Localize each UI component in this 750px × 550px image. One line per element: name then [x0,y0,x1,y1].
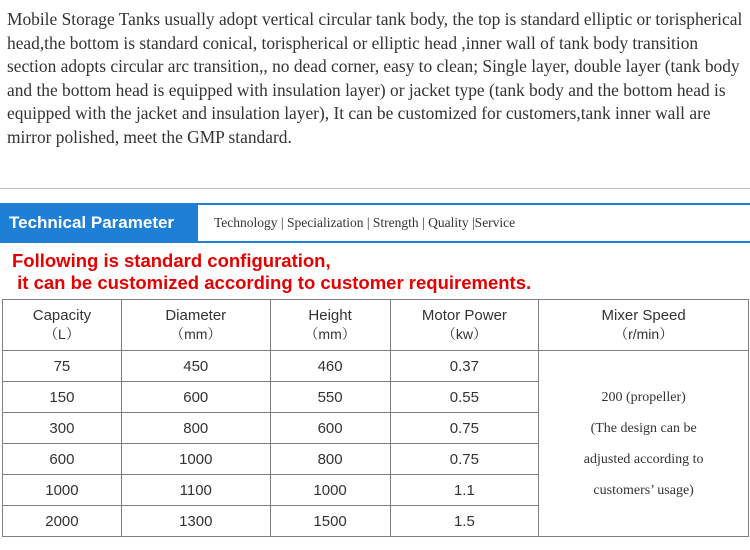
motor-power-cell: 0.75 [390,413,539,444]
technical-parameter-bar [0,203,750,243]
capacity-cell: 600 [3,444,122,475]
motor-power-cell: 0.55 [390,382,539,413]
header-mixer-speed: Mixer Speed （r/min） [539,300,749,351]
diameter-cell: 1000 [121,444,270,475]
section-divider [0,188,750,189]
mixer-speed-cell [539,351,749,537]
capacity-cell: 2000 [3,506,122,537]
motor-power-cell: 0.75 [390,444,539,475]
diameter-cell: 1300 [121,506,270,537]
notice-line-2: it can be customized according to customer requirements. [12,272,532,293]
configuration-notice [12,250,531,294]
diameter-cell: 800 [121,413,270,444]
header-capacity: Capacity （L） [3,300,122,351]
motor-power-cell: 0.37 [390,351,539,382]
notice-line-1: Following is standard configuration, [12,250,331,271]
height-cell: 1000 [270,475,390,506]
motor-power-cell: 1.5 [390,506,539,537]
capacity-cell: 1000 [3,475,122,506]
height-cell: 600 [270,413,390,444]
mixer-note-line-3: adjusted according to [583,451,704,467]
header-height: Height （mm） [270,300,390,351]
header-motor-power: Motor Power （kw） [390,300,539,351]
mixer-note-line-4: customers’ usage) [593,482,694,498]
mixer-note-line-2: (The design can be [590,420,697,436]
capacity-cell: 150 [3,382,122,413]
product-description: Mobile Storage Tanks usually adopt vertical circular tank body, the top is standard elliptic or torispherical head,the bottom is standard conical, torispherical or elliptic head ,inner wall of tank body transition section adopts circular arc transition,, no dead corner, easy to clean; Single layer, double layer (tank body and the bottom head is equipped with insulation layer) or jacket type (tank body and the bottom head is equipped with the jacket and insulation layer), It can be customized for customers,tank inner wall are mirror polished, meet the GMP standard. [7,9,743,147]
spec-table [2,299,749,537]
diameter-cell: 450 [121,351,270,382]
motor-power-cell: 1.1 [390,475,539,506]
height-cell: 550 [270,382,390,413]
technical-parameter-tagline: Technology | Specialization | Strength | Quality |Service [214,215,516,230]
height-cell: 800 [270,444,390,475]
diameter-cell: 1100 [121,475,270,506]
mixer-note-line-1: 200 (propeller) [601,389,686,405]
header-diameter: Diameter （mm） [121,300,270,351]
capacity-cell: 75 [3,351,122,382]
capacity-cell: 300 [3,413,122,444]
height-cell: 460 [270,351,390,382]
table-header-row [3,300,749,351]
technical-parameter-title: Technical Parameter [0,203,198,243]
table-row [3,351,749,382]
diameter-cell: 600 [121,382,270,413]
height-cell: 1500 [270,506,390,537]
